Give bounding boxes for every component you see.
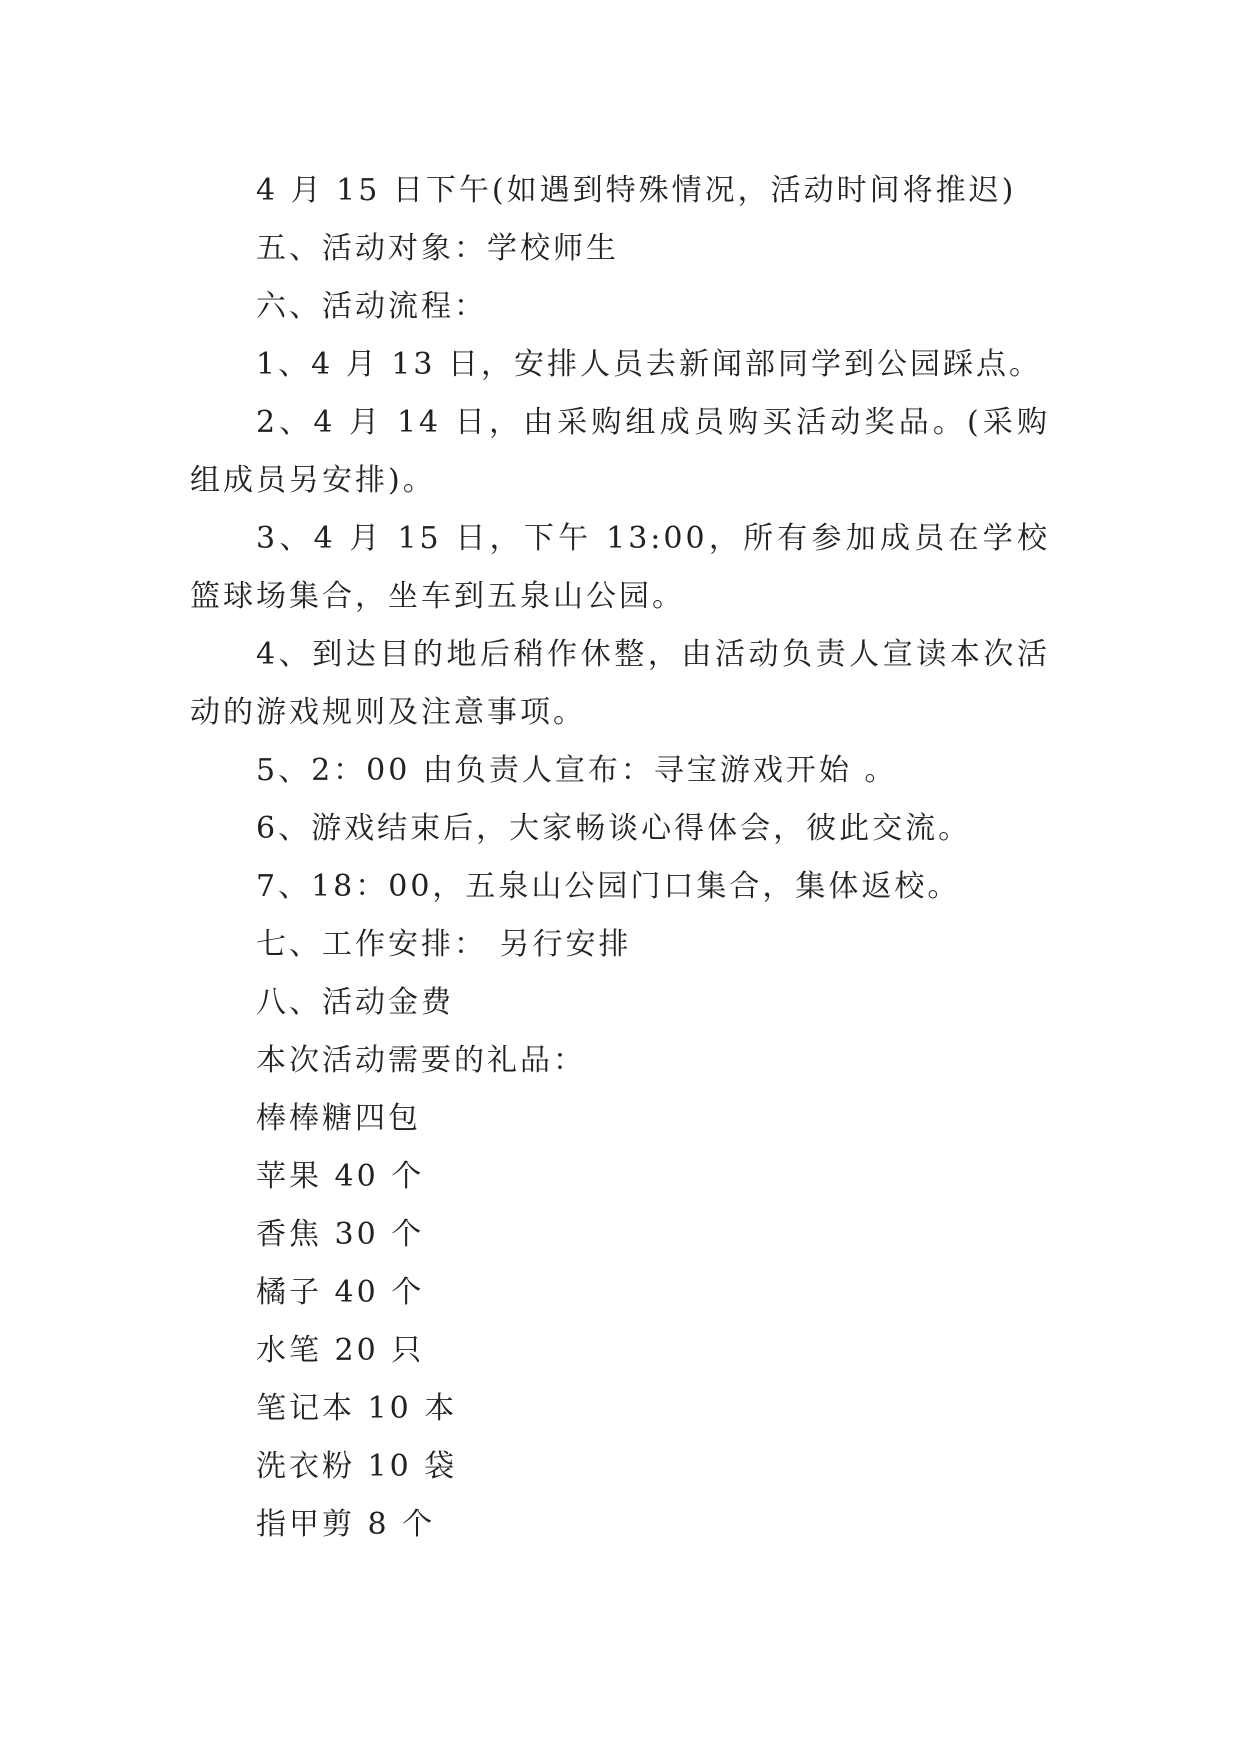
gift-item: 笔记本 10 本	[256, 1391, 458, 1426]
gift-item: 洗衣粉 10 袋	[256, 1449, 458, 1484]
paragraph-step-1: 1、4 月 13 日，安排人员去新闻部同学到公园踩点。	[256, 347, 1042, 382]
gift-item: 指甲剪 8 个	[256, 1507, 436, 1542]
paragraph-section-target: 五、活动对象：学校师生	[256, 231, 619, 266]
paragraph-step-3: 3、4 月 15 日，下午 13:00，所有参加成员在学校篮球场集合，坐车到五泉山公园。	[190, 521, 1050, 614]
gift-item: 橘子 40 个	[256, 1275, 425, 1310]
paragraph-section-work: 七、工作安排： 另行安排	[256, 927, 632, 962]
paragraph-section-process: 六、活动流程：	[256, 289, 487, 324]
document-body	[190, 162, 1050, 1554]
paragraph-section-funds: 八、活动金费	[256, 985, 454, 1020]
gift-item: 香焦 30 个	[256, 1217, 425, 1252]
gift-item: 棒棒糖四包	[256, 1101, 421, 1136]
paragraph-step-2: 2、4 月 14 日，由采购组成员购买活动奖品。(采购组成员另安排)。	[190, 405, 1050, 498]
gift-item: 水笔 20 只	[256, 1333, 425, 1368]
gift-item: 苹果 40 个	[256, 1159, 425, 1194]
paragraph-step-4: 4、到达目的地后稍作休整，由活动负责人宣读本次活动的游戏规则及注意事项。	[190, 637, 1050, 730]
paragraph-activity-time: 4 月 15 日下午(如遇到特殊情况，活动时间将推迟)	[256, 173, 1017, 208]
paragraph-gifts-intro: 本次活动需要的礼品：	[256, 1043, 586, 1078]
paragraph-step-5: 5、2：00 由负责人宣布：寻宝游戏开始 。	[256, 753, 898, 788]
paragraph-step-7: 7、18：00，五泉山公园门口集合，集体返校。	[256, 869, 961, 904]
paragraph-step-6: 6、游戏结束后，大家畅谈心得体会，彼此交流。	[256, 811, 972, 846]
